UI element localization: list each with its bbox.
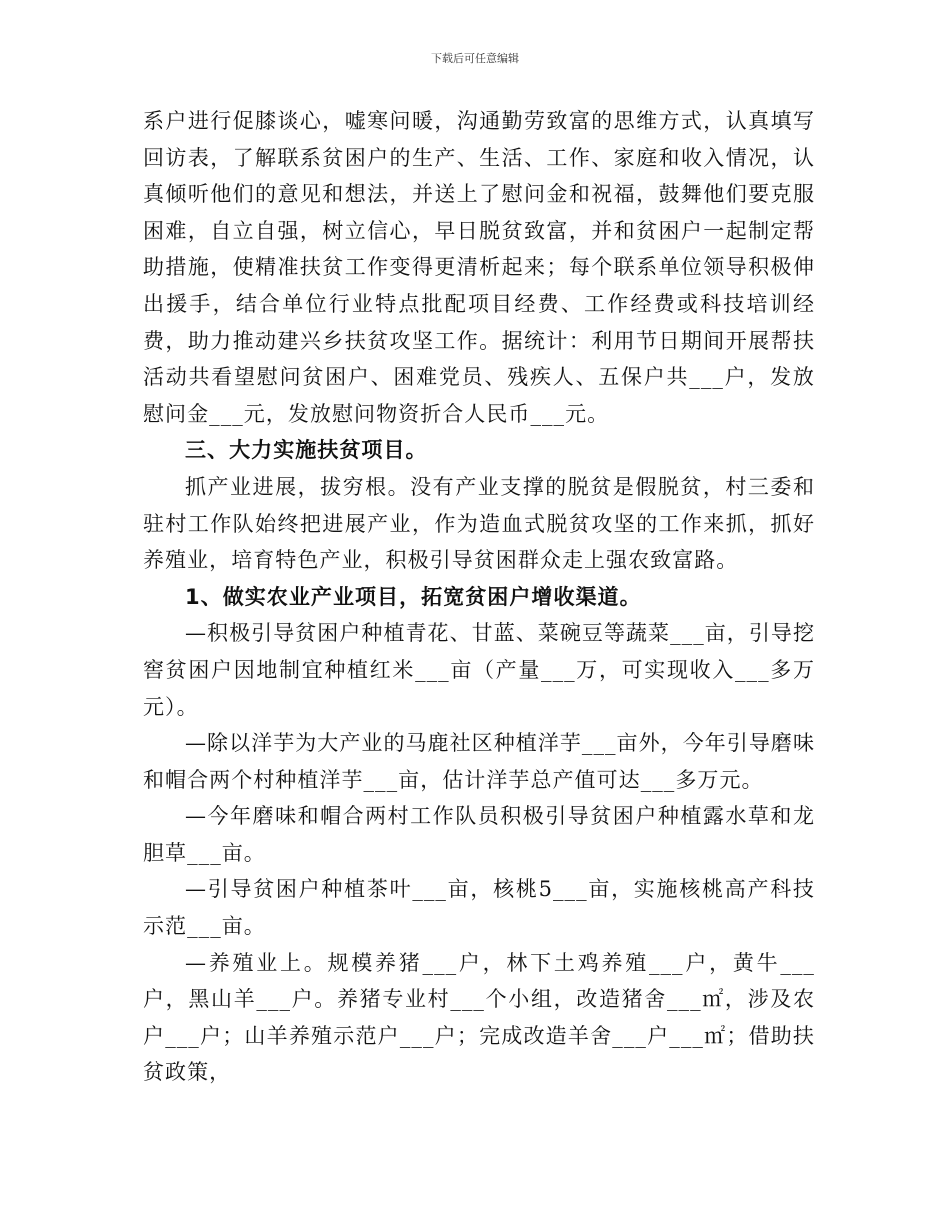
paragraph-livestock: —养殖业上。规模养猪___户，林下土鸡养殖___户，黄牛___户，黑山羊___户。养猪专业村___个小组，改造猪舍___㎡，涉及农户___户；山羊养殖示范户___户；完成改造羊舍___户___㎡；借助扶贫政策， — [143, 950, 815, 1085]
subsection-heading-agriculture: 1、做实农业产业项目，拓宽贫困户增收渠道。 — [185, 584, 642, 609]
paragraph-tea-walnut: —引导贫困户种植茶叶___亩，核桃5___亩，实施核桃高产科技示范___亩。 — [143, 877, 815, 939]
page-header: 下载后可任意编辑 — [431, 52, 519, 65]
document-body — [143, 103, 815, 1091]
paragraph-herbs: —今年磨味和帽合两村工作队员积极引导贫困户种植露水草和龙胆草___亩。 — [143, 804, 815, 865]
paragraph-visits: 系户进行促膝谈心，嘘寒问暖，沟通勤劳致富的思维方式，认真填写回访表，了解联系贫困户的生产、生活、工作、家庭和收入情况，认真倾听他们的意见和想法，并送上了慰问金和祝福，鼓舞他们要克服困难，自立自强，树立信心，早日脱贫致富，并和贫困户一起制定帮助措施，使精准扶贫工作变得更清析起来；每个联系单位领导积极伸出援手，结合单位行业特点批配项目经费、工作经费或科技培训经费，助力推动建兴乡扶贫攻坚工作。据统计：利用节日期间开展帮扶活动共看望慰问贫困户、困难党员、残疾人、五保户共___户，发放慰问金___元，发放慰问物资折合人民币___元。 — [143, 109, 815, 426]
paragraph-vegetables: —积极引导贫困户种植青花、甘蓝、菜碗豆等蔬菜___亩，引导挖窖贫困户因地制宜种植红米___亩（产量___万，可实现收入___多万元）。 — [143, 621, 815, 719]
paragraph-potatoes: —除以洋芋为大产业的马鹿社区种植洋芋___亩外，今年引导磨味和帽合两个村种植洋芋___亩，估计洋芋总产值可达___多万元。 — [143, 731, 815, 792]
section-heading-poverty-projects: 三、大力实施扶贫项目。 — [185, 438, 428, 463]
paragraph-industry-intro: 抓产业进展，拔穷根。没有产业支撑的脱贫是假脱贫，村三委和驻村工作队始终把进展产业，作为造血式脱贫攻坚的工作来抓，抓好养殖业，培育特色产业，积极引导贫困群众走上强农致富路。 — [143, 474, 815, 573]
